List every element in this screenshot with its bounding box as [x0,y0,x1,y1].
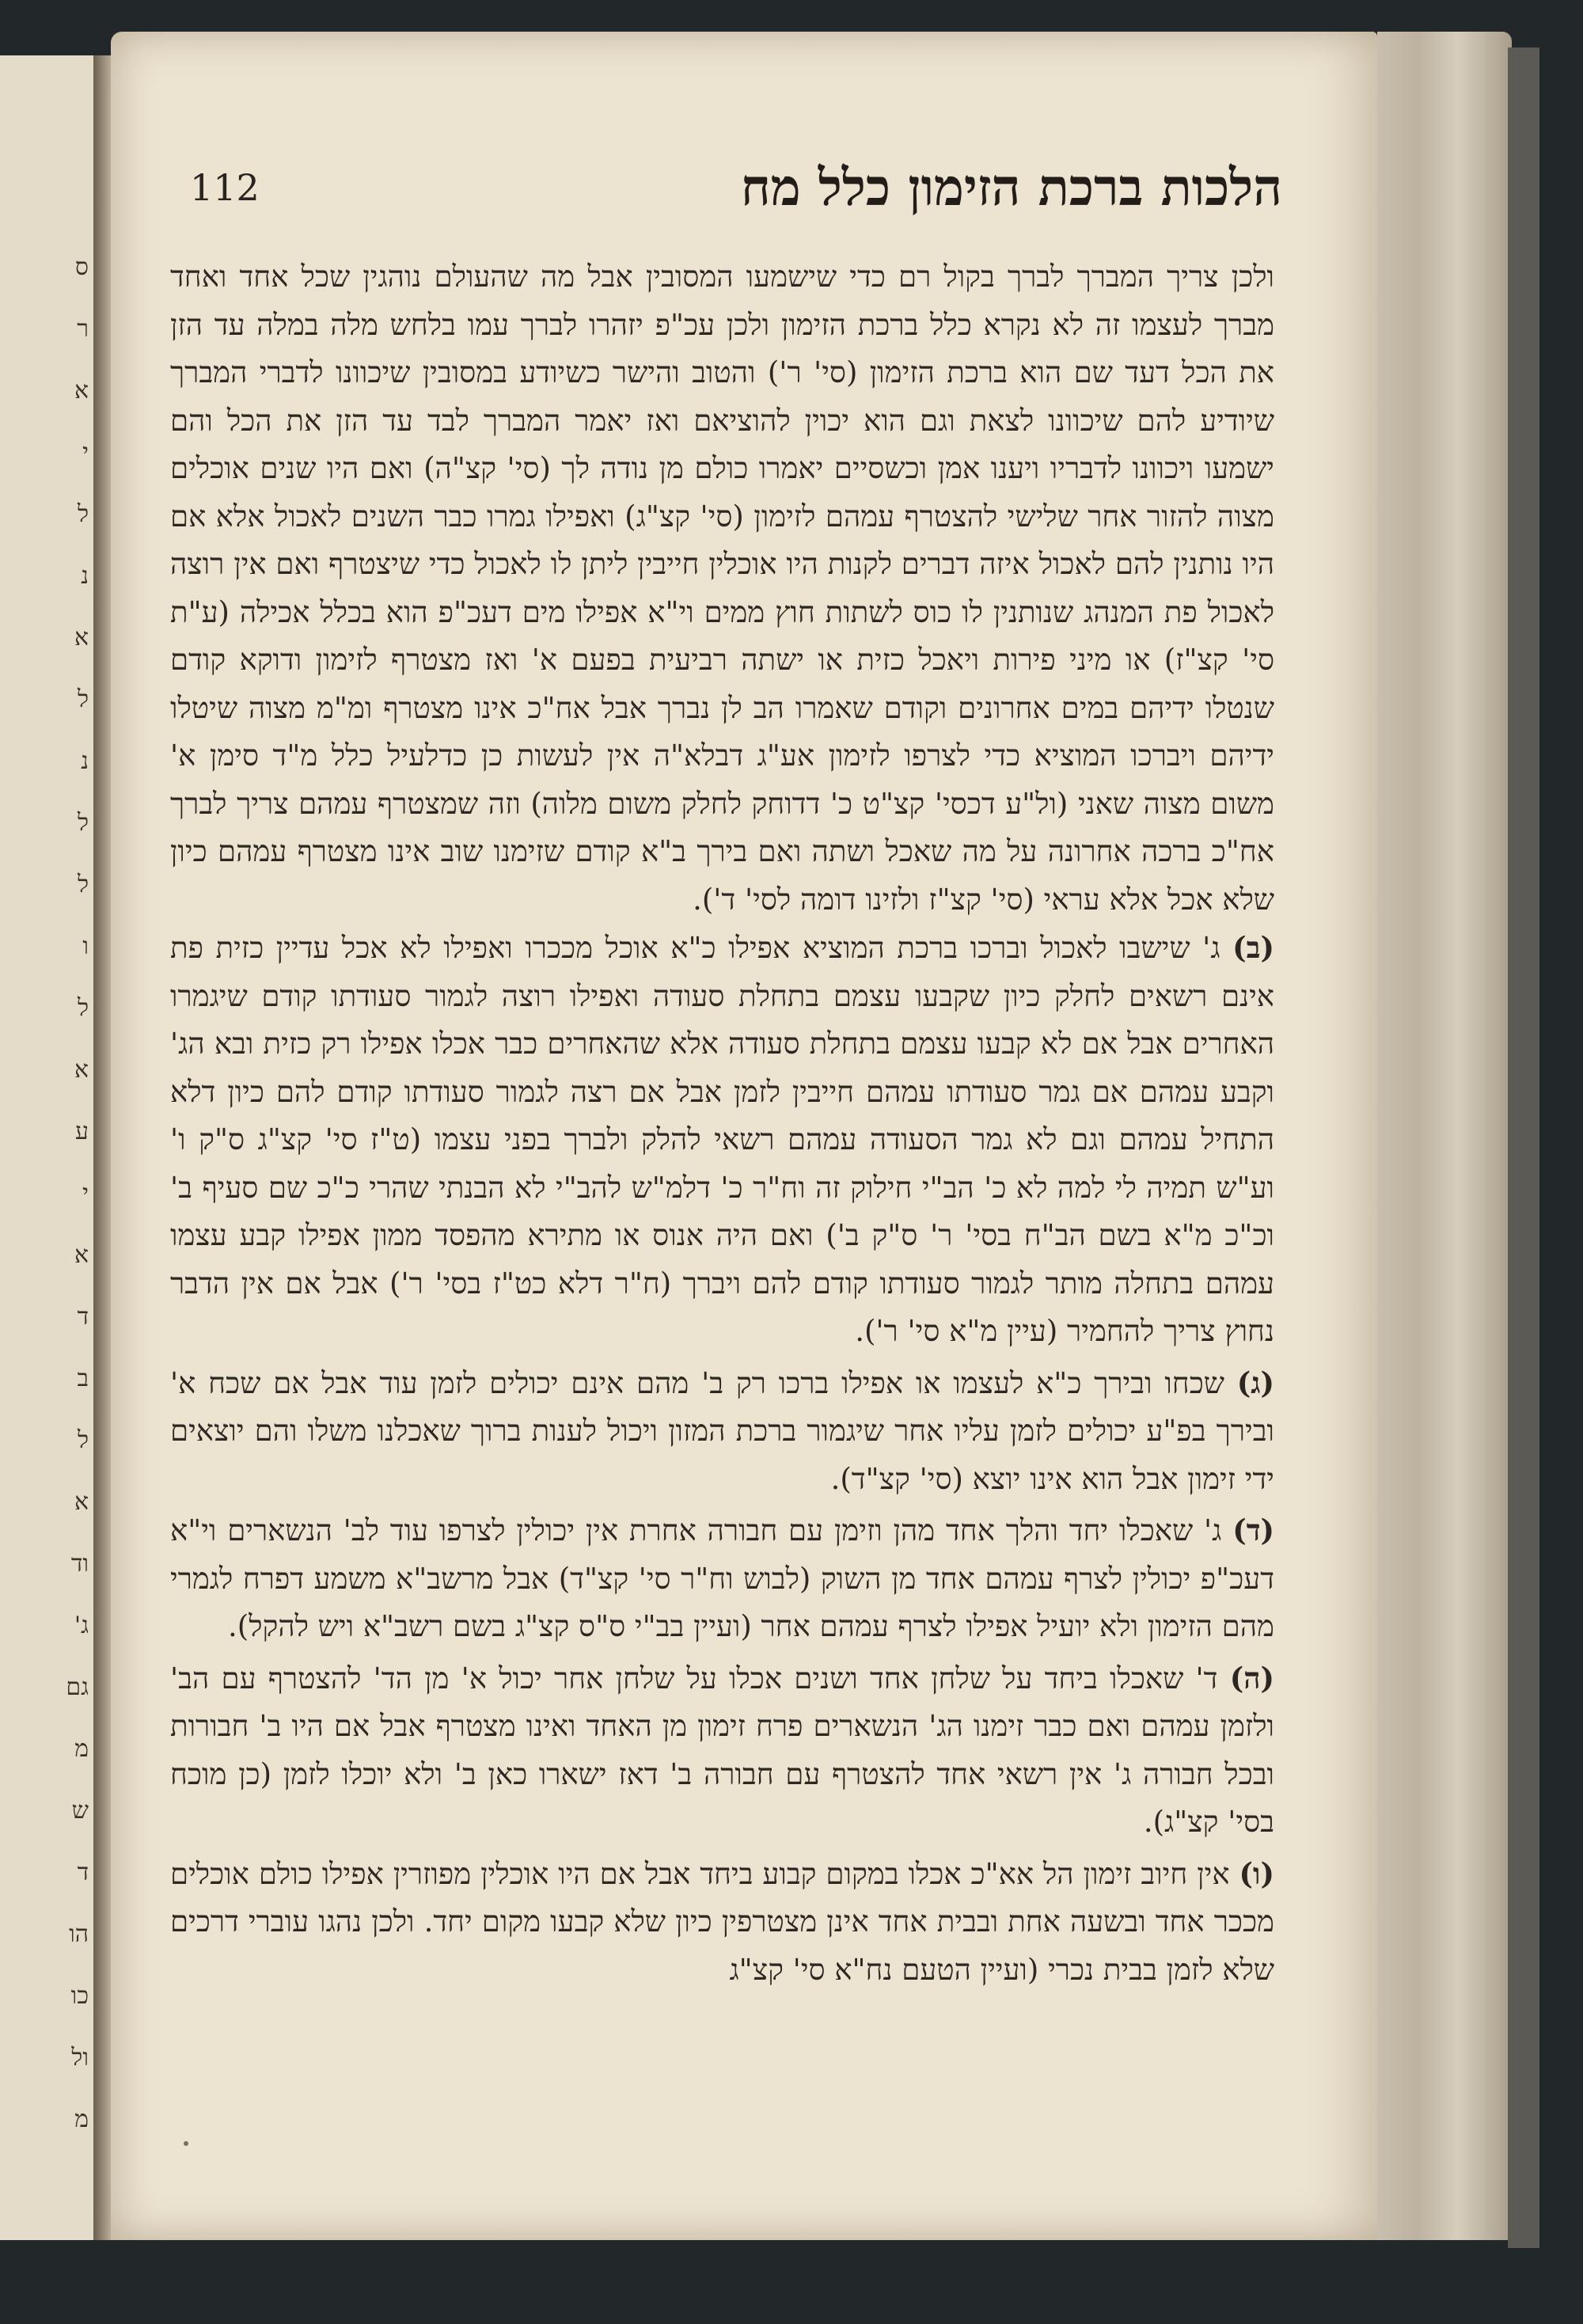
paragraph-label: (ה) [1229,1660,1274,1696]
left-page-fragment: ר [77,315,89,343]
left-page-fragment: ל [77,809,89,837]
book-gutter [93,55,111,2240]
left-page-fragment: מ [74,1735,89,1763]
left-page-fragment: ל [77,500,89,528]
paragraph-label: (ב) [1232,930,1274,965]
left-page-fragment: י [82,1179,89,1207]
left-facing-page [0,55,96,2240]
paragraph-intro [170,253,1274,924]
running-head: הלכות ברכת הזימון כלל מח [740,158,1282,218]
book-cover-edge [1508,47,1539,2248]
left-page-fragment: א [74,1241,89,1269]
left-page-fragment: ש [71,1797,89,1825]
left-page-fragment: א [74,377,89,404]
left-page-fragment: ס [74,253,89,281]
left-page-fragment: ל [77,871,89,898]
paragraph-text: ג' שאכלו יחד והלך אחד מהן וזימן עם חבורה אחרת אין יכולין לצרפו עוד לב' הנשארים וי"א דעכ"פ יכולין לצרף עמהם אחד מן השוק (לבוש וח"ר סי' קצ"ד) אבל מרשב"א משמע דפרח לגמרי מהם הזימון ולא יועיל אפילו לצרף עמהם אחר (ועיין בב"י ס"ס קצ"ג בשם רשב"א ויש להקל). [170,1513,1274,1643]
left-page-fragment: ל [77,685,89,713]
left-page-fragment: י [82,439,89,466]
left-page-fragment: ו [82,932,89,960]
paragraph-d [170,1506,1274,1651]
paragraph-text: ג' שישבו לאכול וברכו ברכת המוציא אפילו כ"א אוכל מככרו ואפילו לא אכל עדיין כזית פת אינם רשאים לחלק כיון שקבעו עצמם בתחלת סעודה ואפילו רוצה לגמור סעודתו קודם שיגמרו האחרים אבל אם לא קבעו עצמם בתחלת סעודה אלא שהאחרים כבר אכלו אפילו רק כזית ובא הג' וקבע עמהם אם גמר סעודתו עמהם חייבין לזמן אבל אם רצה לגמור סעודתו קודם להם כיון דלא התחיל עמהם וגם לא גמר הסעודה עמהם רשאי להלק ולברך בפני עצמו (ט"ז סי' קצ"ג ס"ק ו' וע"ש תמיה לי למה לא כ' הב"י חילוק זה וח"ר כ' דלמ"ש להב"י לא הבנתי שהרי כ"כ שם סעיף ב' וכ"כ מ"א בשם הב"ח בסי' ר' ס"ק ב') ואם היה אנוס או מתירא מהפסד ממון אפילו קבע עצמו עמהם בתחלה מותר לגמור סעודתו קודם להם ויברך (ח"ר דלא כט"ז בסי' ר') אבל אם אין הדבר נחוץ צריך להחמיר (עיין מ"א סי' ר'). [170,931,1274,1348]
paragraph-b [170,924,1274,1356]
page-number: 112 [190,166,260,209]
paragraph-text: ולכן צריך המברך לברך בקול רם כדי שישמעו המסובין אבל מה שהעולם נוהגין שכל אחד ואחד מברך לעצמו זה לא נקרא כלל ברכת הזימון ולכן עכ"פ יזהרו לברך עמו בלחש מלה במלה עד הזן את הכל דעד שם הוא ברכת הזימון (סי' ר') והטוב והישר כשיודע במסובין שיכוונו לדברי המברך שיודיע להם שיכוונו לצאת וגם הוא יכוין להוציאם ואז יאמר המברך לבד עד הזן את הכל והם ישמעו ויכוונו לדבריו ויענו אמן וכשסיים יאמרו כולם מן נודה לך (סי' קצ"ה) ואם היו שנים אוכלים מצוה להזור אחר שלישי להצטרף עמהם לזימון (סי' קצ"ג) ואפילו גמרו כבר השנים לאכול אלא אם היו נותנין להם לאכול איזה דברים לקנות היו אוכלין חייבין ליתן לו לאכול כדי שיצטרף ואם אין רוצה לאכול פת המנהג שנותנין לו כוס לשתות חוץ ממים וי"א אפילו מים דעכ"פ הוא בכלל אכילה (ע"ת סי' קצ"ז) או מיני פירות ויאכל כזית או ישתה רביעית בפעם א' ואז מצטרף לזימון ודוקא קודם שנטלו ידיהם במים אחרונים וקודם שאמרו הב לן נברך אבל אח"כ אינו מצטרף ומ"מ מצוה שיטלו ידיהם ויברכו המוציא כדי לצרפו לזימון אע"ג דבלא"ה אין לעשות כן כדלעיל כלל מ"ד סימן א' משום מצוה שאני (ול"ע דכסי' קצ"ט כ' דדוחק לחלק משום מלוה) וזה שמצטרף עמהם צריך לברך אח"כ ברכה אחרונה על מה שאכל ושתה ואם בירך ב"א קודם שזימנו שוב אינו מצטרף עמהם כיון שלא אכל אלא עראי (סי' קצ"ז ולזינו דומה לסי' ד'). [170,260,1274,917]
left-page-fragment: ע [75,1118,89,1145]
left-page-fragment: גם [66,1673,89,1701]
paragraph-label: (ו) [1239,1855,1274,1891]
page-edges [1377,32,1512,2240]
left-page-fragment: ד [77,1303,89,1331]
left-page-fragment: וד [70,1550,89,1578]
left-page-fragment: א [74,1056,89,1084]
left-page-fragment: א [74,624,89,651]
paragraph-text: שכחו ובירך כ"א לעצמו או אפילו ברכו רק ב' מהם אינם יכולים לזמן עוד אבל אם שכח א' ובירך בפ"ע יכולים לזמן עליו אחר שיגמור ברכת המזון ויכול לענות ברוך שאכלנו משלו והם יוצאים ידי זימון אבל הוא אינו יוצא (סי' קצ"ד). [170,1365,1274,1496]
paragraph-text: ד' שאכלו ביחד על שלחן אחד ושנים אכלו על שלחן אחר יכול א' מן הד' להצטרף עם הב' ולזמן עמהם ואם כבר זימנו הג' הנשארים פרח זימון מן האחד ואינו מצטרף אבל אם היו ב' חבורות ובכל חבורה ג' אין רשאי אחד להצטרף עם חבורה ב' דאז ישארו כאן ב' ולא יוכלו לזמן (כן מוכח בסי' קצ"ג). [170,1661,1274,1839]
paragraph-label: (ד) [1232,1513,1275,1547]
body-text [170,253,1274,1997]
paragraph-v [170,1850,1274,1995]
paragraph-text: אין חיוב זימון הל אא"כ אכלו במקום קבוע ביחד אבל אם היו אוכלין מפוזרין אפילו כולם אוכלים מככר אחד ובשעה אחת ובבית אחד אינן מצטרפין כיון שלא קבעו מקום יחד. ולכן נהגו עוברי דרכים שלא לזמן בבית נכרי (ועיין הטעם נח"א סי' קצ"ג [170,1856,1274,1987]
left-page-fragment: א [74,1488,89,1516]
left-page-fragment: ול [71,2044,89,2071]
left-page-fragment: ג' [74,1612,89,1639]
left-page-fragment: כו [70,1982,89,2010]
left-page-fragment: מ [74,2106,89,2133]
page-header [190,158,1282,245]
left-page-fragment: נ [81,562,89,590]
paragraph-g [170,1359,1274,1504]
paragraph-h [170,1654,1274,1847]
ink-speck [184,2141,188,2146]
left-page-fragment: ל [77,1426,89,1454]
left-page-fragment: ב [77,1365,89,1392]
left-page-fragment: הו [69,1920,89,1948]
paragraph-label: (ג) [1236,1365,1275,1400]
left-page-fragment: ד [77,1859,89,1886]
left-page-fragment: ל [77,994,89,1022]
left-page-fragment: נ [81,747,89,775]
